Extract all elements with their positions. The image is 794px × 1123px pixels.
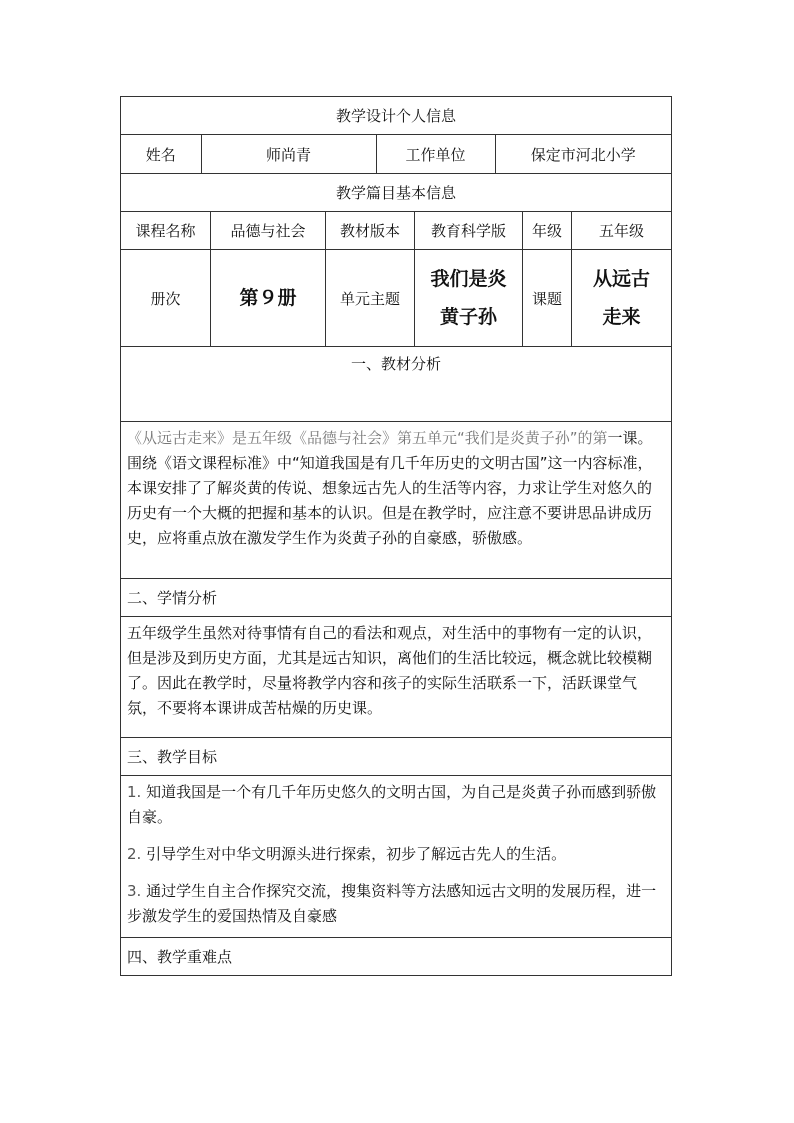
goal-text: 通过学生自主合作探究交流，搜集资料等方法感知远古文明的发展历程，进一步激发学生的爱国热情及自豪感	[127, 882, 657, 925]
analysis-text	[127, 426, 665, 551]
goal-item	[127, 879, 665, 929]
goal-text: 引导学生对中华文明源头进行探索，初步了解远古先人的生活。	[146, 845, 567, 863]
row-analysis-heading	[121, 347, 672, 422]
course-name-label: 课程名称	[121, 212, 211, 250]
goal-number: 1.	[127, 783, 142, 801]
goal-text: 知道我国是一个有几千年历史悠久的文明古国，为自己是炎黄子孙而感到骄傲自豪。	[127, 783, 657, 826]
row-basic-title	[121, 174, 672, 212]
students-text: 五年级学生虽然对待事情有自己的看法和观点，对生活中的事物有一定的认识，但是涉及到历史方面，尤其是远古知识，离他们的生活比较远，概念就比较模糊了。因此在教学时，尽量将教学内容和孩子的实际生活联系一下，活跃课堂气氛，不要将本课讲成苦枯燥的历史课。	[127, 624, 653, 717]
row-personal-title	[121, 97, 672, 135]
name-label: 姓名	[121, 135, 201, 173]
goals-list	[121, 776, 672, 938]
row-goals-heading	[121, 738, 672, 776]
grade-label: 年级	[523, 212, 572, 250]
lesson-value: 从远古走来	[572, 250, 672, 347]
analysis-lead: 《从远古走来》是五年级《品德与社会》第五单元“我们是炎黄子孙”的第	[127, 429, 608, 447]
personal-section-title: 教学设计个人信息	[121, 97, 672, 135]
work-unit-label: 工作单位	[376, 135, 495, 173]
row-analysis-content	[121, 422, 672, 579]
row-course-info	[121, 212, 672, 250]
lesson-plan-table	[120, 96, 672, 976]
row-difficulties-heading	[121, 938, 672, 976]
students-heading: 二、学情分析	[121, 579, 672, 617]
volume-value: 第９册	[211, 250, 326, 347]
row-students-heading	[121, 579, 672, 617]
row-goals-content	[121, 776, 672, 938]
analysis-rest: 一课。围绕《语文课程标准》中“知道我国是有几千年历史的文明古国”这一内容标准，本课安排了了解炎黄的传说、想象远古先人的生活等内容，力求让学生对悠久的历史有一个大概的把握和基本的认识。但是在教学时，应注意不要讲思品讲成历史，应将重点放在激发学生作为炎黄子孙的自豪感，骄傲感。	[127, 429, 653, 547]
analysis-heading: 一、教材分析	[121, 347, 672, 422]
difficulties-heading: 四、教学重难点	[121, 938, 672, 976]
unit-theme-value: 我们是炎黄子孙	[415, 250, 523, 347]
goal-item	[127, 780, 665, 830]
basic-section-title: 教学篇目基本信息	[121, 174, 672, 212]
edition-label: 教材版本	[326, 212, 415, 250]
course-name-value: 品德与社会	[211, 212, 326, 250]
row-personal-info	[121, 135, 672, 174]
volume-label: 册次	[121, 250, 211, 347]
row-students-content	[121, 617, 672, 738]
goal-number: 2.	[127, 845, 142, 863]
work-unit-value: 保定市河北小学	[530, 145, 636, 164]
goal-number: 3.	[127, 882, 142, 900]
lesson-label: 课题	[523, 250, 572, 347]
unit-theme-label: 单元主题	[326, 250, 415, 347]
goal-item	[127, 842, 665, 867]
row-volume-info	[121, 250, 672, 347]
grade-value: 五年级	[572, 212, 672, 250]
name-value: 师尚青	[201, 135, 376, 173]
goals-heading: 三、教学目标	[121, 738, 672, 776]
edition-value: 教育科学版	[415, 212, 523, 250]
document-page	[120, 96, 671, 976]
